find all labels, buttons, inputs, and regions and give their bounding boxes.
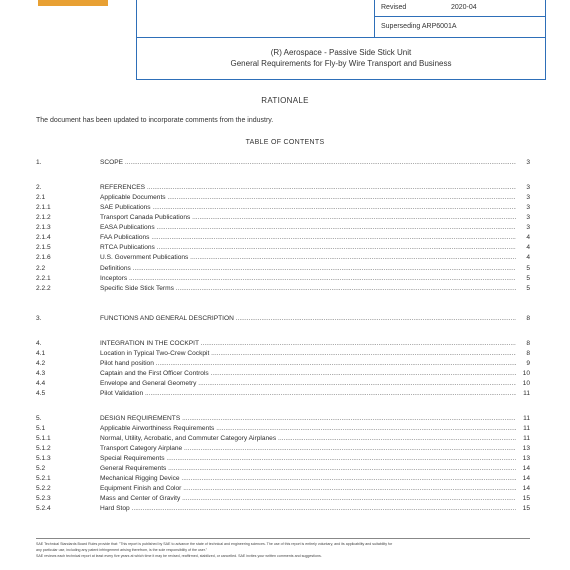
toc-entry-page: 15 (522, 505, 530, 512)
toc-entry-number: 4.2 (36, 360, 46, 367)
toc-entry[interactable] (36, 434, 530, 443)
toc-entry-page: 3 (526, 214, 530, 221)
toc-entry-number: 5.2.3 (36, 495, 51, 502)
toc-entry-title: Specific Side Stick Terms ..... (100, 284, 516, 293)
toc-entry-page: 9 (526, 360, 530, 367)
toc-entry[interactable] (36, 233, 530, 242)
toc-entry-page: 3 (526, 194, 530, 201)
toc-entry-title: Applicable Airworthiness Requirements ..... (100, 424, 516, 433)
toc-entry-title: Inceptors ..... (100, 274, 516, 283)
footer-line-1: SAE Technical Standards Board Rules provide that: "This report is published by SAE to advance the state of technical and engineering sciences. The use of this report is entirely voluntary, and its applicability and suitability for (36, 542, 393, 546)
revised-label: Revised (381, 4, 407, 11)
toc-entry-page: 10 (522, 380, 530, 387)
toc-entry-title: Transport Category Airplane ..... (100, 444, 516, 453)
title-line-2: General Requirements for Fly-by Wire Transport and Business (230, 59, 452, 68)
toc-entry-number: 4. (36, 340, 42, 347)
toc-entry-title: Equipment Finish and Color ..... (100, 484, 516, 493)
title-line-1: (R) Aerospace - Passive Side Stick Unit (270, 48, 412, 57)
toc-entry-number: 2. (36, 184, 42, 191)
toc-entry-number: 5.1 (36, 425, 46, 432)
toc-entry-title: EASA Publications ..... (100, 223, 516, 232)
toc-entry-number: 2.1.2 (36, 214, 51, 221)
toc-entry-title: Hard Stop ..... (100, 504, 516, 513)
toc-entry-title: REFERENCES ..... (100, 183, 516, 192)
toc-entry[interactable] (36, 504, 530, 513)
toc-entry-number: 2.1.3 (36, 224, 51, 231)
toc-entry[interactable] (36, 389, 530, 398)
toc-entry-title: Transport Canada Publications ..... (100, 213, 516, 222)
toc-entry[interactable] (36, 264, 530, 273)
footer-line-2: any particular use, including any patent infringement arising therefrom, is the sole responsibility of the user." (36, 548, 208, 552)
toc-entry[interactable] (36, 213, 530, 222)
toc-entry[interactable] (36, 193, 530, 202)
toc-entry[interactable] (36, 474, 530, 483)
toc-entry-title: SCOPE ..... (100, 158, 516, 167)
toc-entry[interactable] (36, 284, 530, 293)
toc-entry-number: 5.2.2 (36, 485, 51, 492)
toc-entry[interactable] (36, 203, 530, 212)
toc-entry-page: 14 (522, 475, 530, 482)
toc-entry[interactable] (36, 379, 530, 388)
toc-entry[interactable] (36, 339, 530, 348)
toc-entry-number: 5.1.2 (36, 445, 51, 452)
toc-entry-page: 8 (526, 315, 530, 322)
toc-entry[interactable] (36, 454, 530, 463)
revised-date: 2020-04 (450, 4, 477, 11)
toc-entry-number: 2.2 (36, 265, 46, 272)
toc-entry-number: 5. (36, 415, 42, 422)
toc-entry-number: 2.1.1 (36, 204, 51, 211)
toc-entry-title: DESIGN REQUIREMENTS ..... (100, 414, 516, 423)
toc-entry-title: Applicable Documents ..... (100, 193, 516, 202)
toc-entry-number: 5.1.3 (36, 455, 51, 462)
toc-entry-title: SAE Publications ..... (100, 203, 516, 212)
toc-entry-page: 14 (522, 485, 530, 492)
footer-divider (36, 538, 530, 539)
toc-entry-title: Pilot hand position ..... (100, 359, 516, 368)
toc-entry[interactable] (36, 314, 530, 323)
toc-entry-page: 11 (523, 390, 530, 397)
toc-entry-number: 2.2.1 (36, 275, 51, 282)
toc-entry-page: 13 (522, 455, 530, 462)
toc-entry-title: Envelope and General Geometry ..... (100, 379, 516, 388)
toc-entry-title: U.S. Government Publications ..... (100, 253, 516, 262)
toc-entry[interactable] (36, 424, 530, 433)
toc-heading: TABLE OF CONTENTS (245, 139, 325, 146)
toc-entry-page: 5 (526, 285, 530, 292)
toc-entry[interactable] (36, 369, 530, 378)
toc-entry[interactable] (36, 464, 530, 473)
rationale-text: The document has been updated to incorporate comments from the industry. (36, 117, 274, 124)
toc-entry-number: 5.2.1 (36, 475, 51, 482)
toc-entry-number: 2.1 (36, 194, 46, 201)
toc-entry-number: 4.5 (36, 390, 46, 397)
toc-entry-page: 3 (526, 204, 530, 211)
toc-entry-number: 2.1.5 (36, 244, 51, 251)
toc-entry-number: 4.1 (36, 350, 46, 357)
toc-entry[interactable] (36, 484, 530, 493)
toc-entry-page: 3 (526, 159, 530, 166)
toc-entry-page: 8 (526, 350, 530, 357)
toc-entry-page: 5 (526, 275, 530, 282)
rationale-heading: RATIONALE (261, 96, 309, 105)
toc-entry-number: 4.3 (36, 370, 46, 377)
toc-entry-number: 5.1.1 (36, 435, 51, 442)
toc-entry[interactable] (36, 243, 530, 252)
toc-entry[interactable] (36, 494, 530, 503)
toc-entry-page: 14 (522, 465, 530, 472)
footer-notice (36, 542, 530, 560)
toc-entry-title: Definitions ..... (100, 264, 516, 273)
toc-entry-title: General Requirements ..... (100, 464, 516, 473)
footer-line-3: SAE reviews each technical report at least every five years at which time it may be revised, reaffirmed, stabilized, or cancelled. SAE invites your written comments and suggestions. (36, 554, 322, 558)
toc-entry[interactable] (36, 253, 530, 262)
toc-entry-page: 10 (522, 370, 530, 377)
toc-entry-page: 8 (526, 340, 530, 347)
toc-entry[interactable] (36, 359, 530, 368)
toc-entry-number: 5.2.4 (36, 505, 51, 512)
toc-entry[interactable] (36, 223, 530, 232)
toc-entry[interactable] (36, 444, 530, 453)
toc-entry-number: 4.4 (36, 380, 46, 387)
toc-entry-title: Special Requirements ..... (100, 454, 516, 463)
toc-entry[interactable] (36, 414, 530, 423)
toc-entry-page: 11 (523, 415, 530, 422)
toc-entry-number: 1. (36, 159, 42, 166)
toc-entry[interactable] (36, 183, 530, 192)
toc-entry-page: 13 (522, 445, 530, 452)
toc-entry-page: 4 (526, 254, 530, 261)
toc-entry-number: 2.1.6 (36, 254, 51, 261)
toc-entry-title: Captain and the First Officer Controls ..... (100, 369, 516, 378)
toc-entry-title: INTEGRATION IN THE COCKPIT ..... (100, 339, 516, 348)
toc-entry-number: 2.1.4 (36, 234, 51, 241)
toc-entry-title: Normal, Utility, Acrobatic, and Commuter Category Airplanes ..... (100, 434, 516, 443)
toc-entry-title: FAA Publications ..... (100, 233, 516, 242)
toc-entry-page: 5 (526, 265, 530, 272)
toc-entry[interactable] (36, 158, 530, 167)
toc-entry-page: 11 (523, 435, 530, 442)
toc-entry-page: 4 (526, 234, 530, 241)
toc-entry-title: Location in Typical Two-Crew Cockpit ..... (100, 349, 516, 358)
toc-entry[interactable] (36, 274, 530, 283)
toc-entry-title: Pilot Validation ..... (100, 389, 516, 398)
superseding-text: Superseding ARP6001A (381, 23, 457, 30)
toc-entry[interactable] (36, 349, 530, 358)
toc-entry-page: 15 (522, 495, 530, 502)
toc-entry-title: RTCA Publications ..... (100, 243, 516, 252)
toc-entry-title: FUNCTIONS AND GENERAL DESCRIPTION ..... (100, 314, 516, 323)
toc-entry-page: 4 (526, 244, 530, 251)
toc-entry-title: Mechanical Rigging Device ..... (100, 474, 516, 483)
toc-entry-number: 3. (36, 315, 42, 322)
toc-entry-number: 5.2 (36, 465, 46, 472)
toc-entry-page: 3 (526, 224, 530, 231)
toc-entry-number: 2.2.2 (36, 285, 51, 292)
toc-entry-page: 11 (523, 425, 530, 432)
toc-entry-page: 3 (526, 184, 530, 191)
toc-entry-title: Mass and Center of Gravity ..... (100, 494, 516, 503)
